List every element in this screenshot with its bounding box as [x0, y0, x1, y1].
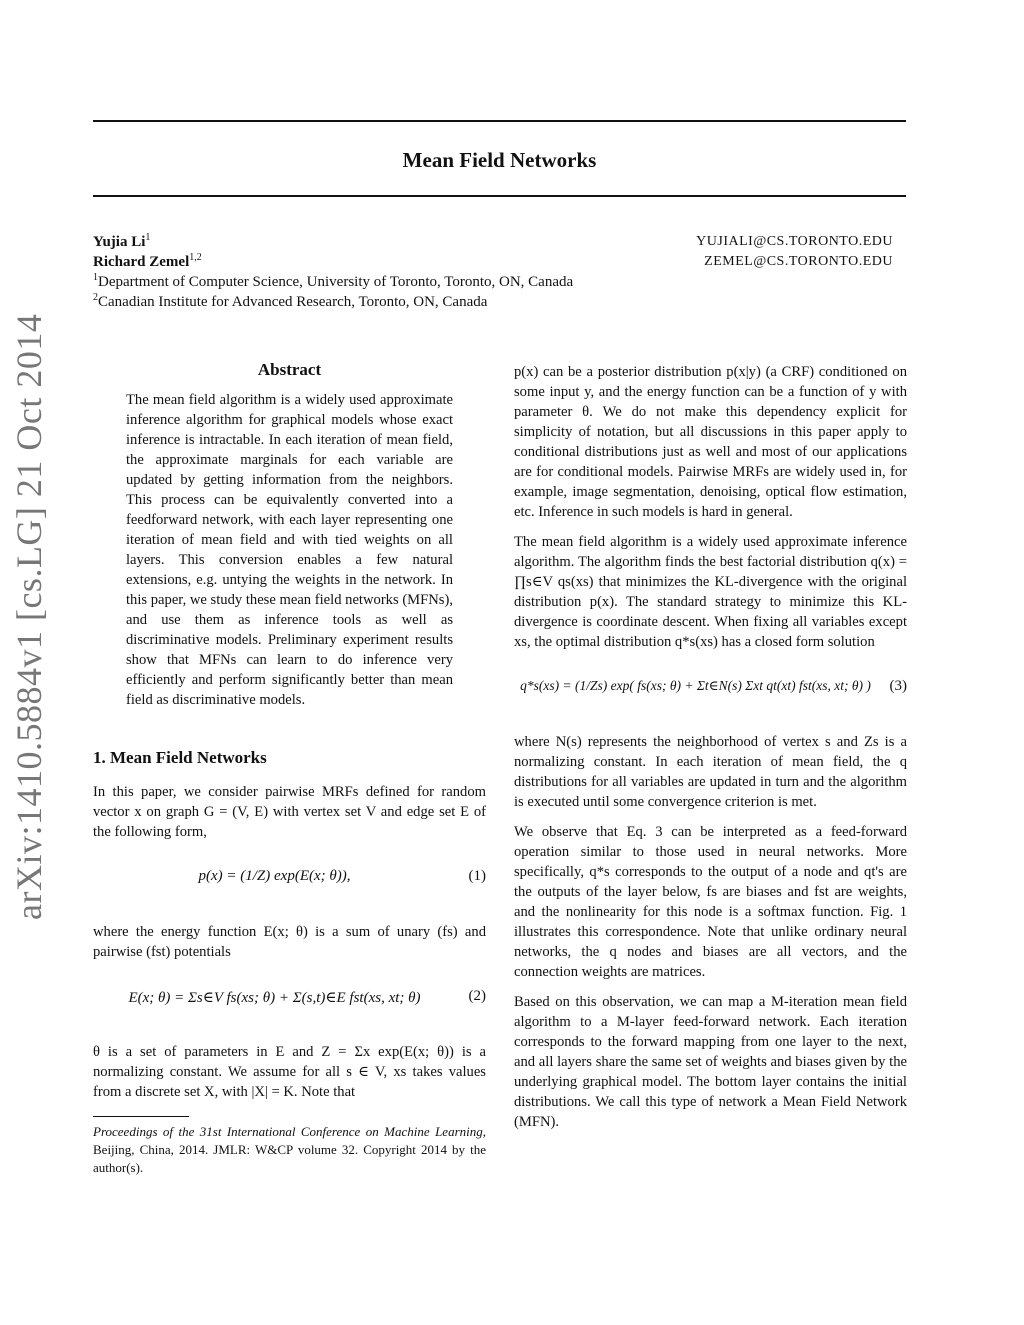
- footnote: [93, 1123, 486, 1177]
- equation-expression: p(x) = (1/Z) exp(E(x; θ)),: [198, 868, 351, 884]
- paragraph: We observe that Eq. 3 can be interpreted as a feed-forward operation similar to those used in neural networks. More specifically, q*s corresponds to the output of a node and qt's are the outputs of the layer below, fs are biases and fst are weights, and the nonlinearity for this node is a softmax function. Fig. 1 illustrates this correspondence. Note that unlike ordinary neural networks, the q nodes and biases are all vectors, and the connection weights are matrices.: [514, 824, 907, 980]
- equation-1: [93, 850, 486, 914]
- author-name: Yujia Li: [93, 234, 146, 250]
- title-bottom-rule: [93, 195, 906, 197]
- equation-expression: q*s(xs) = (1/Zs) exp( fs(xs; θ) + Σt∈N(s) Σxt qt(xt) fst(xs, xt; θ) ): [520, 678, 871, 693]
- left-column: [93, 360, 486, 1177]
- equation-expression: E(x; θ) = Σs∈V fs(xs; θ) + Σ(s,t)∈E fst(xs, xt; θ): [128, 990, 421, 1006]
- footnote-venue: Proceedings of the 31st International Conference on Machine Learning: [93, 1124, 483, 1139]
- abstract-body: The mean field algorithm is a widely used approximate inference algorithm for graphical models whose exact inference is intractable. In each iteration of mean field, the approximate marginals for each variable are updated by getting information from the neighbors. This process can be equivalently converted into a feedforward network, with each layer representing one iteration of mean field and with tied weights on all layers. This conversion enables a few natural extensions, e.g. untying the weights in the network. In this paper, we study these mean field networks (MFNs), and use them as inference tools as well as discriminative models. Preliminary experiment results show that MFNs can learn to do inference very efficiently and perform significantly better than mean field as discriminative models.: [126, 392, 453, 708]
- arxiv-stamp: arXiv:1410.5884v1 [cs.LG] 21 Oct 2014: [9, 313, 49, 920]
- affiliation: $^1$Department of Computer Science, University of Toronto, Toronto, ON, Canada: [93, 272, 574, 290]
- paragraph: θ is a set of parameters in E and Z = Σx exp(E(x; θ)) is a normalizing constant. We assume for all s ∈ V, xs takes values from a discrete set X, with |X| = K. Note that: [93, 1044, 486, 1100]
- affiliation: $^2$Canadian Institute for Advanced Research, Toronto, ON, Canada: [93, 292, 488, 310]
- author-email[interactable]: YUJIALI@CS.TORONTO.EDU: [696, 234, 893, 249]
- paragraph: Based on this observation, we can map a M-iteration mean field algorithm to a M-layer feed-forward network. Each iteration corresponds to the forward mapping from one layer to the next, and all layers share the same set of weights and biases given by the underlying graphical model. The bottom layer contains the initial distributions. We call this type of network a Mean Field Network (MFN).: [514, 994, 907, 1130]
- equation-3: [514, 660, 907, 724]
- author-name: Richard Zemel: [93, 254, 190, 270]
- section-heading: 1. Mean Field Networks: [93, 748, 267, 767]
- equation-2: [93, 970, 486, 1034]
- equation-number: (2): [468, 988, 486, 1004]
- footnote-rule: [93, 1116, 189, 1117]
- right-column: [514, 362, 907, 1132]
- equation-number: (1): [468, 868, 486, 884]
- paragraph: The mean field algorithm is a widely used approximate inference algorithm. The algorithm finds the best factorial distribution q(x) = ∏s∈V qs(xs) that minimizes the KL-divergence with the original distribution p(x). The standard strategy to minimize this KL-divergence is coordinate descent. When fixing all variables except xs, the optimal distribution q*s(xs) has a closed form solution: [514, 534, 907, 650]
- paper-title: Mean Field Networks: [402, 148, 597, 172]
- top-rule: [93, 120, 906, 122]
- author-row: [93, 232, 893, 252]
- abstract-heading: Abstract: [257, 360, 322, 379]
- author-affiliation-mark: 1,2: [189, 252, 202, 263]
- equation-number: (3): [889, 678, 907, 694]
- footnote-text: , Beijing, China, 2014. JMLR: W&CP volume 32. Copyright 2014 by the author(s).: [93, 1124, 486, 1175]
- paragraph: where N(s) represents the neighborhood of vertex s and Zs is a normalizing constant. In each iteration of mean field, the q distributions for all variables are updated in turn and the algorithm is executed until some convergence criterion is met.: [514, 734, 907, 810]
- paragraph: In this paper, we consider pairwise MRFs defined for random vector x on graph G = (V, E) with vertex set V and edge set E of the following form,: [93, 784, 486, 840]
- author-affiliation-mark: 1: [145, 232, 151, 243]
- paragraph: where the energy function E(x; θ) is a sum of unary (fs) and pairwise (fst) potentials: [93, 924, 486, 960]
- author-row: [93, 252, 893, 272]
- author-block: [93, 232, 893, 312]
- author-email[interactable]: ZEMEL@CS.TORONTO.EDU: [704, 254, 893, 269]
- paragraph: p(x) can be a posterior distribution p(x|y) (a CRF) conditioned on some input y, and the energy function can be a function of y with parameter θ. We do not make this dependency explicit for simplicity of notation, but all discussions in this paper apply to conditional distributions just as well and most of our applications are for conditional models. Pairwise MRFs are widely used in, for example, image segmentation, denoising, optical flow estimation, etc. Inference in such models is hard in general.: [514, 364, 907, 520]
